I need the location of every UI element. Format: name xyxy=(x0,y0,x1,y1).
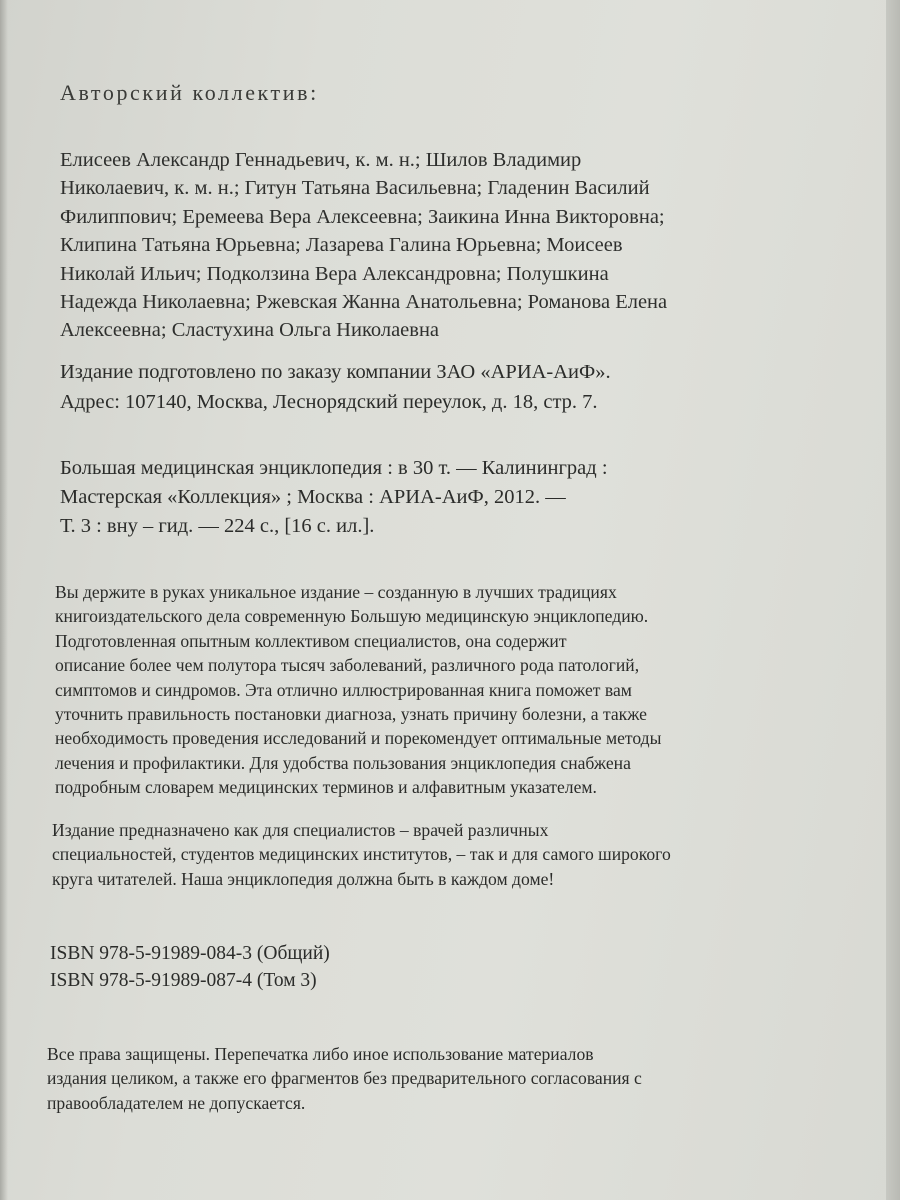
authors-heading: Авторский коллектив: xyxy=(60,80,319,105)
audience-line: специальностей, студентов медицинских институтов, – так и для самого широкого xyxy=(52,844,671,865)
description-line: лечения и профилактики. Для удобства пользования энциклопедия снабжена xyxy=(55,752,631,773)
biblio-line: Большая медицинская энциклопедия : в 30 т. — Калининград : xyxy=(60,457,608,479)
authors-line: Алексеевна; Сластухина Ольга Николаевна xyxy=(60,319,440,342)
page-gutter-shadow xyxy=(0,0,8,1200)
description-line: подробным словарем медицинских терминов и алфавитным указателем. xyxy=(55,777,597,798)
copyright-notice xyxy=(47,1042,847,1115)
isbn-block xyxy=(50,940,840,994)
authors-line: Елисеев Александр Геннадьевич, к. м. н.; Шилов Владимир xyxy=(60,149,582,171)
rights-line: издания целиком, а также его фрагментов без предварительного согласования с xyxy=(47,1068,642,1089)
audience-line: Издание предназначено как для специалистов – врачей различных xyxy=(52,820,549,840)
description-line: книгоиздательского дела современную Большую медицинскую энциклопедию. xyxy=(55,606,649,627)
description-line: симптомов и синдромов. Эта отлично иллюстрированная книга поможет вам xyxy=(55,679,632,700)
audience-line: круга читателей. Наша энциклопедия должна быть в каждом доме! xyxy=(52,868,555,889)
biblio-line: Т. 3 : вну – гид. — 224 с., [16 с. ил.]. xyxy=(60,515,375,537)
authors-line: Клипина Татьяна Юрьевна; Лазарева Галина Юрьевна; Моисеев xyxy=(60,234,623,257)
authors-line: Николай Ильич; Подколзина Вера Александровна; Полушкина xyxy=(60,262,609,285)
publisher-order-line: Издание подготовлено по заказу компании ЗАО «АРИА-АиФ». xyxy=(60,361,611,383)
isbn-volume: ISBN 978-5-91989-087-4 (Том 3) xyxy=(50,970,317,991)
biblio-line: Мастерская «Коллекция» ; Москва : АРИА-АиФ, 2012. — xyxy=(60,486,566,508)
description-line: Вы держите в руках уникальное издание – созданную в лучших традициях xyxy=(55,582,617,602)
isbn-general: ISBN 978-5-91989-084-3 (Общий) xyxy=(50,943,330,964)
publisher-info xyxy=(60,357,850,417)
audience-note xyxy=(52,818,852,891)
rights-line: Все права защищены. Перепечатка либо иное использование материалов xyxy=(47,1044,594,1064)
description-line: Подготовленная опытным коллективом специалистов, она содержит xyxy=(55,630,567,651)
page-edge xyxy=(886,0,900,1200)
authors-line: Николаевич, к. м. н.; Гитун Татьяна Васильевна; Гладенин Василий xyxy=(60,177,650,200)
description-line: необходимость проведения исследований и порекомендует оптимальные методы xyxy=(55,728,662,749)
book-description xyxy=(55,580,855,800)
rights-line: правообладателем не допускается. xyxy=(47,1092,306,1113)
authors-line: Филиппович; Еремеева Вера Алексеевна; Заикина Инна Викторовна; xyxy=(60,205,665,228)
description-line: уточнить правильность постановки диагноза, узнать причину болезни, а также xyxy=(55,704,647,725)
authors-list xyxy=(60,146,850,345)
description-line: описание более чем полутора тысяч заболеваний, различного рода патологий, xyxy=(55,655,640,676)
publisher-address-line: Адрес: 107140, Москва, Леснорядский переулок, д. 18, стр. 7. xyxy=(60,391,598,413)
bibliographic-record xyxy=(60,454,850,541)
authors-line: Надежда Николаевна; Ржевская Жанна Анатольевна; Романова Елена xyxy=(60,291,668,314)
